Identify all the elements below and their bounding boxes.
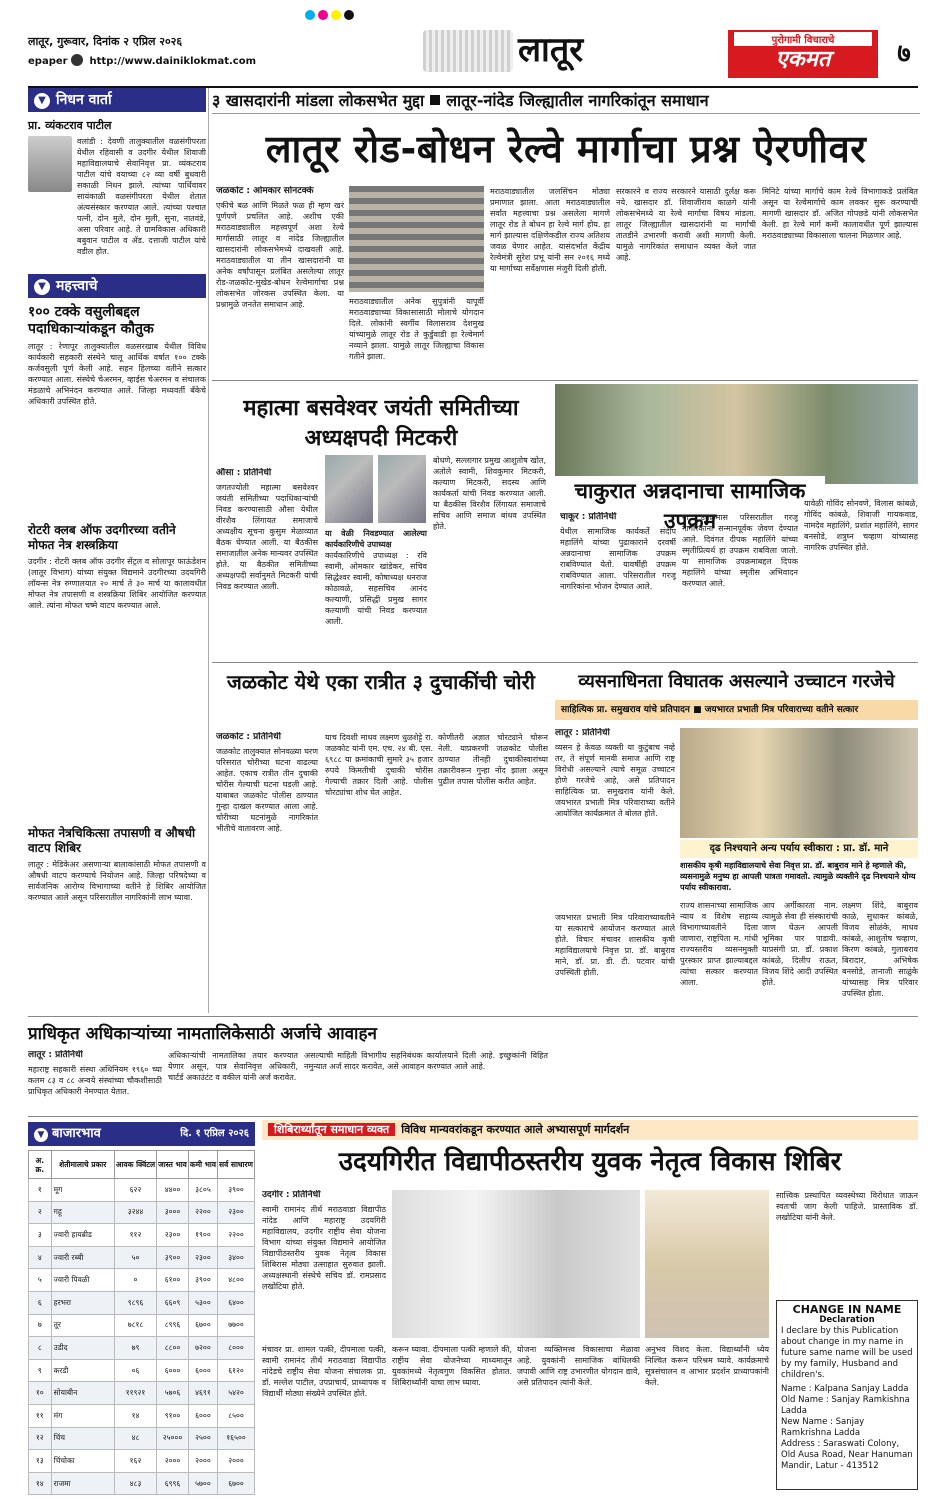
market-cell: ५७०० — [188, 1472, 217, 1495]
notice-new-name: Sanjay Ramkrishna Ladda — [781, 1417, 865, 1438]
market-cell: ६००० — [188, 1404, 217, 1427]
market-cell: ९१०० — [157, 1404, 189, 1427]
registration-mark-icon — [331, 10, 341, 20]
market-row — [29, 1269, 255, 1292]
market-cell: २००० — [157, 1450, 189, 1473]
col-header: आवक क्विंटल — [114, 1151, 156, 1179]
market-cell: २५०० — [188, 1427, 217, 1450]
market-row — [29, 1359, 255, 1382]
addiction-column-5: लक्ष्मण शिंदे, बाबुराव काळे, सुधाकर कांबळे, विजय सोळंके, माधव कांबळे, आशुतोष चव्हाण, किरण कांबळे, गुलाबराव बिरादार, अभिषेक बनसोडे, तानाजी साळुंके यांच्यासह मित्र परिवार उपस्थित होता. — [842, 901, 918, 998]
obituary-name: प्रा. व्यंकटराव पाटील — [28, 119, 112, 132]
notice-subtitle: Declaration — [819, 1315, 875, 1325]
market-cell: ४४०० — [157, 1179, 189, 1202]
addiction-column-2: जयभारत प्रभाती मित्र परिवाराच्यावतीने या सत्काराचे आयोजन करण्यात आले होते. विचार मंचावर शासकीय कृषी महाविद्यालयाचे निवृत्त प्रा. डॉ. बाबुराव माने, डॉ. प्रा. डी. टी. पटवार यांची उपस्थिती होती. — [555, 913, 675, 977]
chevron-down-icon: ▼ — [34, 93, 50, 109]
market-cell: १ — [29, 1179, 52, 1202]
col-header: कमी भाव — [188, 1151, 217, 1179]
authorized-headline: प्राधिकृत अधिकाऱ्यांच्या नामतालिकेसाठी अर्जाचे आवाहन — [28, 1024, 377, 1044]
addiction-band-text: साहित्यिक प्रा. समुखराव यांचे प्रतिपादन — [561, 705, 690, 715]
lead-column-2: मराठवाड्यातील अनेक सुपुत्रांनी यापूर्वी मराठवाड्याच्या विकासासाठी मोलाचे योगदान दिले. लोकांनी स्वर्गीय विलासराव देशमुख यांच्यामुळे लातूर रोड ते कुर्डुवाडी हा रेल्वेमार्ग नव्याने झाला. यामुळे लातूर जिल्ह्याचा विकास गतीने झाला. — [349, 297, 484, 361]
portrait-photo — [28, 136, 72, 192]
market-row — [29, 1337, 255, 1360]
chakur-column-3: यावेळी गोविंद सोनवणे, विलास कांबळे, गोविंद कांबळे, शिवाजी गायकवाड, नामदेव महालिंगे, प्रशांत महालिंगे, सागर बनसोडे, शत्रुघ्न चव्हाण यांच्यासह नागरिक उपस्थित होते. — [804, 499, 918, 552]
notice-old-line — [781, 1395, 913, 1417]
market-header-row — [29, 1151, 255, 1179]
obituary-section-title: निधन वार्ता — [56, 92, 112, 108]
authorized-column-2: अधिकाऱ्यांची नामतालिका तयार करण्यात येणार असून, पात्र सेवानिवृत्त अधिकारी, चार्टर्ड अकाउंटंट व वकील यांनी अर्ज करावेत. — [168, 1051, 298, 1082]
market-cell: ०६ — [114, 1359, 156, 1382]
market-cell: ११२ — [114, 1224, 156, 1247]
market-cell: ५७०६ — [157, 1382, 189, 1405]
market-cell: २२०० — [188, 1201, 217, 1224]
market-date: दि. १ एप्रिल २०२६ — [180, 1128, 249, 1139]
market-cell: २३०० — [188, 1246, 217, 1269]
market-cell: १२ — [29, 1427, 52, 1450]
kicker-part-a: ३ खासदारांनी मांडला लोकसभेत मुद्दा — [212, 91, 425, 110]
market-row — [29, 1291, 255, 1314]
market-cell: ५ — [29, 1269, 52, 1292]
camp-byline: उदगीर : प्रतिनिधी — [262, 1190, 321, 1200]
basaveshwar-text-2: कार्यकारिणीचे उपाध्यक्ष : रवि स्वामी, ओमकार खांडेकर, सचिव सिद्धेश्वर स्वामी, कोषाध्यक्ष धनराज कोठावळे, सहसचिव आनंद कल्याणी, प्रसिद्धी प्रमुख सागर कल्याणी यांची निवड करण्यात आली. — [325, 551, 427, 626]
market-row — [29, 1382, 255, 1405]
market-cell: ८००० — [218, 1337, 255, 1360]
market-row — [29, 1179, 255, 1202]
market-cell: ३९०० — [218, 1179, 255, 1202]
brief-1-title: १०० टक्के वसुलीबद्दल पदाधिकाऱ्यांकडून कौतुक — [28, 304, 154, 337]
felicitation-photo — [680, 728, 918, 838]
market-cell: ४८ — [114, 1427, 156, 1450]
lead-column-1 — [216, 186, 344, 376]
market-cell: ४८०० — [218, 1269, 255, 1292]
jalkot-column-3: कोणीतरी अज्ञात चोरट्याने चोरून नेली. याप्रकरणी जळकोट पोलीस ठाण्यात तीनही दुचाकीस्वारांच्या तक्रारीवरून गुन्हा नोंद झाला असून पुढील तपास पोलीस करीत आहेत. — [438, 733, 548, 786]
authorized-column-3: असल्याची माहिती विभागीय सहनिबंधक कार्यालयाने दिली आहे. इच्छुकांनी विहित नमुन्यात अर्ज सादर करावेत, असे आवाहन करण्यात आले आहे. — [304, 1051, 548, 1071]
market-row — [29, 1404, 255, 1427]
lead-column-4: सरकारने व राज्य सरकारने यासाठी दुर्लक्ष करू नये. खासदार डॉ. शिवाजीराव काळगे यांनी लोकसभेमध्ये या रेल्वे मार्गाचा विषय मांडला. लातूर जिल्ह्यातील खासदारांनी या मार्गाची तातडीने उभारणी करावी अशी मागणी केली. यामुळे नागरिकांत समाधान व्यक्त केले जात आहे. — [616, 187, 756, 262]
section-divider — [28, 1116, 918, 1117]
col-header: शेतीमालाचे प्रकार — [51, 1151, 114, 1179]
registration-mark-icon — [305, 10, 315, 20]
authorized-text-1: महाराष्ट्र सहकारी संस्था अधिनियम १९६० च्या कलम ८३ व ८८ अन्वये संस्थांच्या चौकशीसाठी प्राधिकृत अधिकारी नेमण्यात येतात. — [28, 1065, 162, 1096]
market-cell: ८९९६ — [157, 1314, 189, 1337]
camp-column-6: सात्त्विक प्रस्थापित व्यवस्थेच्या विरोधात जाऊन स्वतःची जाग केली पाहिजे. प्रास्ताविक डॉ. लखोटिया यांनी केले. — [776, 1191, 918, 1222]
notice-name-label: Name : — [781, 1384, 812, 1394]
obituary-text: वलांडी : देवणी तालुक्यातील वळसंगीपरता येथील रहिवासी व उदगीर येथील शिवाजी महाविद्यालयाचे सेवानिवृत्त प्रा. व्यंकटराव पाटील यांचे वयाच्या ८२ व्या वर्षी बुधवारी सकाळी निधन झाले. त्यांच्या पार्थिवावर सायंकाळी वळसंगीपरता येथील शेतात अंत्यसंस्कार करण्यात आले. त्यांच्या पश्चात पत्नी, दोन मुले, दोन मुली, सुना, नातवंडे, असा परिवार आहे. ते ग्रामविकास अधिकारी बबुवान पाटील व ॲड. दत्ताजी पाटील यांचे वडील होत. — [77, 137, 206, 256]
addiction-column-4: आप अर्गीकारता नाम. त्यामुळे सेवा ही संस्कारांची जाण घेऊन आपली भूमिका पार पाडावी. याप्रसंगी प्रा. डॉ. प्रकाश कांबळे, दिलीप राऊत, विजय शिंदे आदी उपस्थित होते. — [762, 901, 838, 987]
market-cell: ६९९६ — [157, 1472, 189, 1495]
notice-name-line — [781, 1384, 913, 1395]
market-cell: १० — [29, 1382, 52, 1405]
market-cell: ९८९६ — [114, 1291, 156, 1314]
market-cell: ६७०० — [218, 1472, 255, 1495]
brief-3-title: मोफत नेत्रचिकित्सा तपासणी व औषधी वाटप शिबिर — [28, 826, 196, 855]
market-cell: सोयाबीन — [51, 1382, 114, 1405]
market-cell: १४ — [29, 1472, 52, 1495]
railway-track-photo — [349, 186, 484, 292]
market-cell: ज्वारी रब्बी — [51, 1246, 114, 1269]
jalkot-byline: जळकोट : प्रतिनिधी — [216, 732, 281, 742]
market-cell: १३ — [29, 1450, 52, 1473]
market-cell: ४८३ — [114, 1472, 156, 1495]
lead-headline: लातूर रोड-बोधन रेल्वे मार्गाचा प्रश्न ऐरणीवर — [265, 127, 867, 171]
market-cell: ६ — [29, 1291, 52, 1314]
addiction-subhead-band — [555, 700, 918, 720]
market-cell: चिंचोका — [51, 1450, 114, 1473]
market-cell: ६४०० — [218, 1291, 255, 1314]
brief-2-title: रोटरी क्लब ऑफ उदगीरच्या वतीने मोफत नेत्र शस्त्रक्रिया — [28, 523, 176, 552]
market-cell: ३४०० — [218, 1246, 255, 1269]
addiction-band-tag: जयभारत प्रभाती मित्र परिवाराच्या वतीने सत्कार — [704, 705, 859, 715]
masthead — [28, 30, 918, 88]
addiction-caption-subtext: शासकीय कृषी महाविद्यालयाचे सेवा निवृत्त प्रा. डॉ. बाबुराव माने हे म्हणाले की, व्यसनामुळे मनुष्य हा आपली पात्रता गमावतो. त्यामुळे व्यक्तीने दृढ निश्चयाने योग्य पर्याय स्वीकारावा. — [680, 861, 916, 892]
brief-1-text: लातूर : रेणापूर तालुक्यातील वळसरखाब येथील विविध कार्यकारी सहकारी संस्थेने चालू आर्थिक वर्षात १०० टक्के कर्जवसुली पूर्ण केली आहे. सहन हिलच्या वतीने सत्कार करण्यात आला. संस्थेचे चेअरमन, व्हाईस चेअरमन व संचालक मंडळाचे अभिनंदन करण्यात आले. जिल्हा मध्यवर्ती बँकेचे अधिकारी उपस्थित होते. — [28, 342, 206, 406]
section-divider — [212, 662, 918, 663]
market-cell: ३२४४ — [114, 1201, 156, 1224]
notice-old-name: Sanjay Ramkishna Ladda — [781, 1395, 910, 1416]
market-cell: राजमा — [51, 1472, 114, 1495]
market-row — [29, 1427, 255, 1450]
camp-band-text: विविध मान्यवरांकडून करण्यात आले अभ्यासपूर्ण मार्गदर्शन — [401, 1123, 630, 1136]
addiction-column-3: राज्य शासनाच्या सामाजिक न्याय व विशेष सहाय्य विभागाच्यावतीने दिला जाणारा, राष्ट्रपिता म. गांधी राज्यस्तरीय व्यसनमुक्ती पुरस्कार प्राप्त झाल्याबद्दल त्यांचा सत्कार करण्यात आला. — [680, 901, 758, 987]
dateline: लातूर, गुरूवार, दिनांक २ एप्रिल २०२६ — [28, 35, 183, 48]
notice-title: CHANGE IN NAME — [792, 1303, 902, 1316]
market-cell: २ — [29, 1201, 52, 1224]
camp-column-4: योजना व्यक्तिमत्त्व विकासाचा मेळावा आहे. युवकांनी सामाजिक बांधिलकी जपावी आणि राष्ट्र उभारणीत योगदान द्यावे, असे प्रतिपादन त्यांनी केले. — [517, 1345, 640, 1387]
market-cell: ५३०० — [188, 1291, 217, 1314]
square-bullet-icon: ■ — [693, 705, 702, 715]
chakur-column-1 — [560, 512, 676, 658]
camp-headline: उदयगिरीत विद्यापीठस्तरीय युवक नेतृत्व विकास शिबिर — [338, 1147, 842, 1177]
registration-mark-icon — [344, 10, 354, 20]
market-cell: ८५०० — [218, 1404, 255, 1427]
notice-new-label: New Name : — [781, 1417, 833, 1427]
market-cell: ७८१८ — [114, 1314, 156, 1337]
market-row — [29, 1246, 255, 1269]
lead-column-3: मराठवाड्यातील जलसिंचन मोठ्या प्रमाणात झाला. आता मराठवाड्यातील सर्वात महत्त्वाचा प्रश्न असलेला मागणे लातूर रोड ते बोधन हा रेल्वे मार्ग होय. हा मार्ग झाल्यास दक्षिणेकडील राज्य अतिशय जवळ येणार आहेत. यासंदर्भात केंद्रीय रेल्वेमंत्री सुरेश प्रभू यांनी सन २०१६ मध्ये या मार्गाच्या सर्वेक्षणास मंजुरी दिली होती. — [490, 187, 610, 273]
market-cell: ११९२१ — [114, 1382, 156, 1405]
brand-name: एकमत — [775, 47, 831, 72]
addiction-headline: व्यसनाधिनता विघातक असल्याने उच्चाटन गरजेचे — [578, 671, 895, 692]
market-section-head — [28, 1122, 255, 1146]
market-cell: १६२ — [114, 1450, 156, 1473]
market-cell: ८ — [29, 1337, 52, 1360]
group-photo — [555, 384, 918, 484]
obituary-section-head — [28, 88, 206, 112]
col-header: जास्त भाव — [157, 1151, 189, 1179]
addiction-text-1: व्यसन हे केवळ व्यक्ती या कुटुंबाच नव्हे तर, ते संपूर्ण मानवी समाज आणि राष्ट्र विरोधी असल्याने त्याचे समूळ उच्चाटन होणे गरजेचे आहे, असे प्रतिपादन साहित्यिक प्रा. समुखराव यांनी केले. जयभारत प्रभाती मित्र परिवाराच्या वतीने आयोजित कार्यक्रमात ते बोलत होते. — [555, 743, 675, 818]
notice-address-line — [781, 1439, 913, 1472]
market-cell: ज्वारी पिवळी — [51, 1269, 114, 1292]
basaveshwar-column-2 — [325, 528, 427, 658]
market-cell: ६७०० — [188, 1314, 217, 1337]
market-cell: २००० — [218, 1450, 255, 1473]
market-cell: ७७०० — [218, 1314, 255, 1337]
basaveshwar-headline: महात्मा बसवेश्वर जयंती समितीच्या अध्यक्षपदी मिटकरी — [243, 396, 519, 451]
market-row — [29, 1224, 255, 1247]
market-cell: २५००० — [157, 1427, 189, 1450]
speaker-photo — [645, 1190, 769, 1338]
market-table — [28, 1150, 255, 1495]
col-header: अ. क्र. — [29, 1151, 52, 1179]
camp-column-1 — [262, 1190, 386, 1340]
market-cell: गहू — [51, 1201, 114, 1224]
market-cell: ७ — [29, 1314, 52, 1337]
city-skyline-icon — [423, 30, 513, 72]
market-cell: ६१०० — [157, 1269, 189, 1292]
authorized-byline: लातूर : प्रतिनिधी — [28, 1050, 83, 1060]
basaveshwar-column-1 — [216, 468, 318, 658]
lead-column-5: मिनिटे यांच्या मार्गाचे काम रेल्वे विभागाकडे प्रलंबित असून या रेल्वेमार्गाचे काम लवकर सुरू करण्याची मागणी खासदार डॉ. अजित गोपछडे यांनी लोकसभेत केली. हा रेल्वे मार्ग कमी कालावधीत पूर्ण झाल्यास मराठवाड्याच्या विकासाला चालना मिळणार आहे. — [762, 187, 918, 240]
camp-kicker-band — [262, 1120, 918, 1140]
market-cell: ६००० — [188, 1359, 217, 1382]
basaveshwar-column-3: बोधणे, सल्लागार प्रमुख आशुतोष खोत, अतोले स्वामी, शिवकुमार मिटकरी, कल्याण मिटकरी, सदस्य आणि कार्यकर्ता यांची निवड करण्यात आली. या बैठकीस विरशैव लिंगायत समाजाचे सचिव आणि समाज बांधव उपस्थित होते. — [433, 456, 546, 531]
market-cell: उडीद — [51, 1337, 114, 1360]
market-cell: ७२०० — [188, 1337, 217, 1360]
market-row — [29, 1450, 255, 1473]
market-cell: २३०० — [157, 1224, 189, 1247]
basaveshwar-byline: औसा : प्रतिनिधी — [216, 468, 272, 478]
brief-2-text: उदगीर : रोटरी क्लब ऑफ उदगीर सेंट्रल व सोलापूर फाऊंडेशन (लातूर विभाग) यांच्या संयुक्त विद्यमाने उदगीरच्या उदयगिरी लॉयन्स नेत्र रुग्णालयात २० मार्च ते ३० मार्च या कालावधीत मोफत नेत्र तपासणी व शस्त्रक्रिया शिबिर आयोजित करण्यात आले. त्यांना मोफत चष्मे वाटप करण्यात आले. — [28, 557, 206, 610]
chevron-down-icon: ▼ — [34, 1128, 48, 1142]
market-cell: ३९०० — [188, 1269, 217, 1292]
authorized-column-1 — [28, 1050, 162, 1112]
market-cell: ६६०९ — [157, 1291, 189, 1314]
market-cell: मंग — [51, 1404, 114, 1427]
brief-3-text: लातूर : मेडिकेअर असणाऱ्या बालाकांसाठी मोफत तपासणी व औषधी वाटप करण्याचे नियोजन आहे. जिल्हा परिषदेच्या व सार्वजनिक आरोग्य विभागाच्या वतीने हे शिबिर आयोजित करण्यात आले असून परिसरातील नागरिकांनी लाभ घ्यावा. — [28, 860, 206, 902]
jalkot-column-2: याच दिवशी माधव लक्ष्मण धुळशेट्टे रा. जळकोट यांनी एम. एच. २४ बी. एस. ६९८८ या क्रमांकाची सुमारे ३५ हजार रुपये किमतीची दुचाकी चोरीस गेल्याची तक्रार दिली आहे. पोलीस चोरट्यांचा शोध घेत आहेत. — [325, 733, 433, 797]
market-row — [29, 1472, 255, 1495]
market-cell: ३८०५ — [188, 1179, 217, 1202]
epaper-label: epaper — [28, 56, 68, 67]
column-divider — [208, 88, 209, 1013]
notice-name: Kalpana Sanjay Ladda — [814, 1384, 909, 1394]
chakur-byline: चाकूर : प्रतिनिधी — [560, 512, 617, 522]
camp-column-3: करून घ्यावा. दीपमाला पत्की म्हणाले की, राष्ट्रीय सेवा योजनेच्या माध्यमातून युवकांमध्ये नेतृत्वगुण विकसित होतात. शिबिरार्थ्यांनी याचा लाभ घ्यावा. — [392, 1345, 512, 1387]
brand-logo — [728, 30, 878, 78]
important-section-title: महत्त्वाचे — [56, 278, 98, 294]
left-column — [28, 88, 206, 1009]
name-change-notice — [776, 1300, 918, 1490]
market-cell: ज्वारी हायब्रीड — [51, 1224, 114, 1247]
section-divider — [28, 1016, 918, 1017]
member-photo-1 — [325, 455, 373, 523]
col-header: सर्व साधारण — [218, 1151, 255, 1179]
market-cell: ० — [114, 1269, 156, 1292]
market-cell: करडी — [51, 1359, 114, 1382]
camp-band-tag: शिबिरार्थ्यांतून समाधान व्यक्त — [268, 1123, 395, 1136]
market-cell: ६२२ — [114, 1179, 156, 1202]
market-cell: ५४२० — [218, 1382, 255, 1405]
market-cell: ३ — [29, 1224, 52, 1247]
jalkot-headline: जळकोट येथे एका रात्रीत ३ दुचाकींची चोरी — [227, 670, 535, 694]
market-cell: ६१२० — [218, 1359, 255, 1382]
basaveshwar-text-1: जगतज्योती महात्मा बसवेश्वर जयंती समितीच्या पदाधिकाऱ्यांची निवड करण्यासाठी औसा येथील वीरशैव लिंगायत समाजाचे अध्यक्षीय सूचना कुसुम मेळाव्यात बैठक घेण्यात आली. या बैठकीस समाजातील अनेक मान्यवर उपस्थित होते. या बैठकीत समितीच्या अध्यक्षपदी सर्वानुमते मिटकरी यांची निवड करण्यात आली. — [216, 483, 318, 591]
registration-mark-icon — [318, 10, 328, 20]
notice-new-line — [781, 1417, 913, 1439]
section-divider — [212, 380, 918, 381]
basaveshwar-photo-caption: या वेळी निवडण्यात आलेल्या कार्यकारिणीचे उपाध्यक्ष — [325, 529, 427, 549]
notice-body: I declare by this Publication about change in my name in future same name will be used by my family, Husband and children's. — [781, 1326, 913, 1380]
market-cell: ४६९१ — [188, 1382, 217, 1405]
market-cell: १४ — [114, 1404, 156, 1427]
market-cell: तूर — [51, 1314, 114, 1337]
market-row — [29, 1314, 255, 1337]
addiction-photo-caption: दृढ निश्चयाने अन्य पर्याय स्वीकारा : प्रा. डॉ. माने — [680, 840, 918, 858]
globe-icon — [71, 54, 83, 66]
notice-address-label: Address : — [781, 1439, 821, 1449]
chakur-headline: चाकुरात अन्नदानाचा सामाजिक उपक्रम — [555, 476, 825, 536]
camp-column-5: अनुभव विशद केला. विद्यार्थ्यांनी ध्येय निश्चित करून परिश्रम घ्यावे. कार्यक्रमाचे सूत्रसंचालन व आभार प्रदर्शन प्राध्यापकांनी केले. — [645, 1345, 769, 1387]
chevron-down-icon: ▼ — [34, 279, 50, 295]
camp-text-1: स्वामी रामानंद तीर्थ मराठवाडा विद्यापीठ नांदेड आणि महाराष्ट्र उदयगिरी महाविद्यालय, उदगीर राष्ट्रीय सेवा योजना विभाग यांच्या संयुक्त विद्यमाने आयोजित विद्यापीठस्तरीय युवक नेतृत्व विकास शिबिरास मोठ्या उत्साहात सुरुवात झाली. अध्यक्षस्थानी संस्थेचे सचिव डॉ. रामप्रसाद लखोटिया होते. — [262, 1205, 386, 1291]
camp-column-2: मंचावर प्रा. शामल पत्की, दीपमाला पत्की, स्वामी रामानंद तीर्थ मराठवाडा विद्यापीठ नांदेडचे राष्ट्रीय सेवा योजना संचालक प्रा. डॉ. मल्लेश पाटील, उपप्राचार्य, प्राध्यापक व विद्यार्थी मोठ्या संख्येने उपस्थित होते. — [262, 1345, 386, 1398]
market-cell: ११ — [29, 1404, 52, 1427]
notice-old-label: Old Name : — [781, 1395, 829, 1405]
market-cell: ४ — [29, 1246, 52, 1269]
important-section-head — [28, 274, 206, 298]
epaper-line — [28, 54, 256, 67]
chakur-text-1: येथील सामाजिक कार्यकर्ते संदीप महालिंगे यांच्या पुढाकाराने दरवर्षी अन्नदानाचा सामाजिक उपक्रम राबविण्यात येतो. यावर्षीही उपक्रम राबविण्यात आला. परिसरातील गरजू नागरिकांना भोजन देण्यात आले. — [560, 527, 676, 591]
market-cell: १९०० — [188, 1224, 217, 1247]
market-cell: ६००० — [157, 1359, 189, 1382]
addiction-byline: लातूर : प्रतिनिधी — [555, 728, 610, 738]
kicker-part-b: लातूर-नांदेड जिल्ह्यातील नागरिकांतून समाधान — [446, 91, 709, 110]
market-cell: मूग — [51, 1179, 114, 1202]
market-title: बाजारभाव — [52, 1126, 101, 1141]
market-cell: २००० — [188, 1450, 217, 1473]
market-cell: २३०० — [218, 1201, 255, 1224]
jalkot-text-1: जळकोट तालुक्यात सोनवळ्या घरण परिसरात चोरीच्या घटना वाढल्या आहेत. एकाच रात्रीत तीन दुचाकी चोरीस गेल्याची घटना घडली आहे. याबाबत जळकोट पोलीस ठाण्यात गुन्हा दाखल करण्यात आला आहे. चोरीच्या घटनांमुळे नागरिकांत भीतीचे वातावरण आहे. — [216, 747, 318, 833]
epaper-url[interactable]: http://www.dainiklokmat.com — [89, 56, 256, 67]
market-cell: चिंच — [51, 1427, 114, 1450]
jalkot-column-1 — [216, 732, 318, 1012]
camp-stage-photo — [392, 1190, 640, 1338]
market-cell: २२०० — [218, 1224, 255, 1247]
page-number: ७ — [897, 39, 911, 69]
market-cell: ७९ — [114, 1337, 156, 1360]
market-cell: ९ — [29, 1359, 52, 1382]
lead-kicker — [212, 88, 920, 114]
lead-byline: जळकोट : ओमकार सोनटक्के — [216, 186, 314, 196]
city-name: लातूर — [518, 30, 584, 70]
chakur-column-2: या उपक्रमास परिसरातील गरजू नागरिकांना सन्मानपूर्वक जेवण देण्यात आले. दिवंगत दीपक महालिंगे यांच्या स्मृतीप्रित्यर्थ हा उपक्रम राबविला जातो. या सामाजिक उपक्रमाबद्दल दिपक महालिंगे यांच्या स्मृतीस अभिवादन करण्यात आले. — [682, 513, 798, 588]
market-cell: ५० — [114, 1246, 156, 1269]
square-bullet-icon — [430, 95, 440, 105]
notice-address: Saraswati Colony, Old Ausa Road, Near Hanuman Mandir, Latur - 413512 — [781, 1439, 913, 1471]
market-cell: ३९०० — [157, 1246, 189, 1269]
market-row — [29, 1201, 255, 1224]
market-cell: हरभरा — [51, 1291, 114, 1314]
lead-text-1: एकीचे बळ आणि मिळते फळ ही म्हण खरं पूर्णपणे प्रचलित आहे. अशीच एकी मराठवाड्यातील महत्त्वपूर्ण अशा रेल्वे मार्गासाठी लातूर व नांदेड जिल्ह्यातील खासदारांनी लोकसभेमध्ये दाखवली आहे. मराठवाड्यातील या तीन खासदारांनी या अनेक वर्षांपासून प्रलंबित असलेल्या लातूर रोड-जळकोट-मुखेड-बोधन रेल्वेमार्गाचा प्रश्न लोकसभेत जोरकस उपस्थित केला. या प्रश्नामुळे जनतेत समाधान आहे. — [216, 201, 344, 309]
market-cell: १६५०० — [218, 1427, 255, 1450]
market-cell: ३००० — [157, 1201, 189, 1224]
member-photo-2 — [378, 455, 426, 523]
market-cell: ८८०० — [157, 1337, 189, 1360]
brand-tagline: पुरोगामी विचाराचे — [734, 32, 872, 46]
